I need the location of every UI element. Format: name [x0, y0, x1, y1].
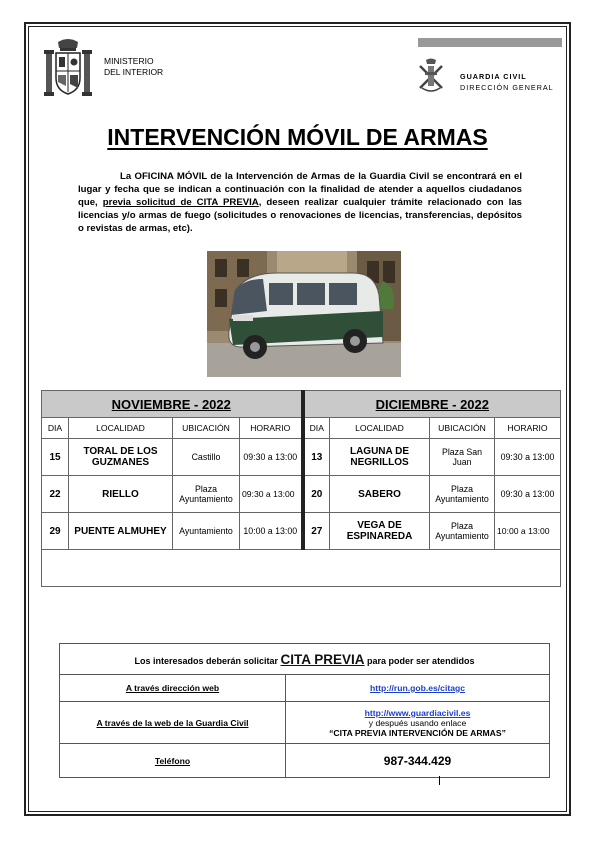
- col-dia: DIA: [303, 418, 330, 439]
- cell-dia: 27: [303, 513, 330, 550]
- spain-coat-of-arms-icon: [44, 38, 92, 100]
- gc-web-value: [286, 702, 550, 744]
- cell-localidad: VEGA DE ESPINAREDA: [330, 513, 430, 550]
- gc-web-label: A través de la web de la Guardia Civil: [60, 702, 286, 744]
- cell-ubicacion: Ayuntamiento: [173, 513, 240, 550]
- cell-ubicacion: Plaza Ayuntamiento: [173, 476, 240, 513]
- cell-localidad: PUENTE ALMUHEY: [69, 513, 173, 550]
- gc-name: GUARDIA CIVIL: [460, 72, 527, 81]
- page-title: INTERVENCIÓN MÓVIL DE ARMAS: [107, 124, 488, 150]
- table-row: [42, 439, 561, 476]
- cell-horario: 09:30 a 13:00: [495, 439, 561, 476]
- guardia-civil-header: [416, 38, 562, 98]
- cita-previa-emphasis: previa solicitud de CITA PREVIA: [102, 197, 259, 208]
- citagc-link[interactable]: http://run.gob.es/citagc: [370, 683, 466, 693]
- cell-ubicacion: Castillo: [173, 439, 240, 476]
- margin-mark: [439, 776, 440, 785]
- col-localidad: LOCALIDAD: [330, 418, 430, 439]
- cell-dia: 15: [42, 439, 69, 476]
- cell-horario: 09:30 a 13:00: [240, 476, 303, 513]
- col-ubicacion: UBICACIÓN: [430, 418, 495, 439]
- mobile-office-van-photo: [207, 251, 401, 377]
- cell-horario: 09:30 a 13:00: [240, 439, 303, 476]
- cell-localidad: LAGUNA DE NEGRILLOS: [330, 439, 430, 476]
- col-horario: HORARIO: [495, 418, 561, 439]
- cell-dia: 29: [42, 513, 69, 550]
- table-row: [42, 513, 561, 550]
- cell-horario: 09:30 a 13:00: [495, 476, 561, 513]
- cell-ubicacion: Plaza Ayuntamiento: [430, 513, 495, 550]
- col-localidad: LOCALIDAD: [69, 418, 173, 439]
- phone-label: Teléfono: [60, 744, 286, 778]
- col-dia: DIA: [42, 418, 69, 439]
- column-header-row: [42, 418, 561, 439]
- phone-number[interactable]: 987-344.429: [286, 744, 550, 778]
- schedule-table: [41, 390, 561, 587]
- ministry-name: [104, 56, 163, 78]
- ministry-line-2: DEL INTERIOR: [104, 67, 164, 77]
- guardia-civil-emblem-icon: [416, 58, 446, 92]
- gc-direction: DIRECCIÓN GENERAL: [460, 83, 554, 92]
- header-grey-bar: [418, 38, 562, 47]
- col-ubicacion: UBICACIÓN: [173, 418, 240, 439]
- guardiacivil-link[interactable]: http://www.guardiacivil.es: [364, 707, 471, 718]
- table-row: [42, 476, 561, 513]
- ministry-line-1: MINISTERIO: [104, 56, 154, 66]
- month-header-nov: NOVIEMBRE - 2022: [42, 391, 303, 418]
- cell-ubicacion: Plaza Ayuntamiento: [430, 476, 495, 513]
- cell-dia: 13: [303, 439, 330, 476]
- cita-previa-big: CITA PREVIA: [280, 651, 365, 667]
- cell-localidad: RIELLO: [69, 476, 173, 513]
- month-header-dic: DICIEMBRE - 2022: [303, 391, 561, 418]
- col-horario: HORARIO: [240, 418, 303, 439]
- cita-previa-header: Los interesados deberán solicitar CITA PREVIA para poder ser atendidos: [60, 644, 550, 675]
- cell-localidad: SABERO: [330, 476, 430, 513]
- ministry-header: [40, 36, 190, 102]
- cell-horario: 10:00 a 13:00: [495, 513, 561, 550]
- cell-dia: 20: [303, 476, 330, 513]
- cell-horario: 10:00 a 13:00: [240, 513, 303, 550]
- empty-row: [42, 550, 561, 587]
- cita-previa-table: [59, 643, 550, 778]
- cell-ubicacion: Plaza San Juan: [430, 439, 495, 476]
- cell-localidad: TORAL DE LOS GUZMANES: [69, 439, 173, 476]
- gc-enlace-text: “CITA PREVIA INTERVENCIÓN DE ARMAS”: [329, 727, 506, 738]
- cell-dia: 22: [42, 476, 69, 513]
- intro-paragraph: La OFICINA MÓVIL de la Intervención de Armas de la Guardia Civil se encontrará en el lugar y fecha que se indican a continuación con la finalidad de atender a aquellos ciudadanos que, previa solicitud de CITA PREVIA, deseen realizar cualquier trámite relacionado con las licencias y/o armas de fuego (solicitudes o renovaciones de licencias, transferencias, depósitos o revistas de armas, etc).: [78, 171, 522, 234]
- gc-then-text: y después usando enlace: [368, 717, 467, 728]
- web-method-label: A través dirección web: [60, 675, 286, 702]
- web-method-value: [286, 675, 550, 702]
